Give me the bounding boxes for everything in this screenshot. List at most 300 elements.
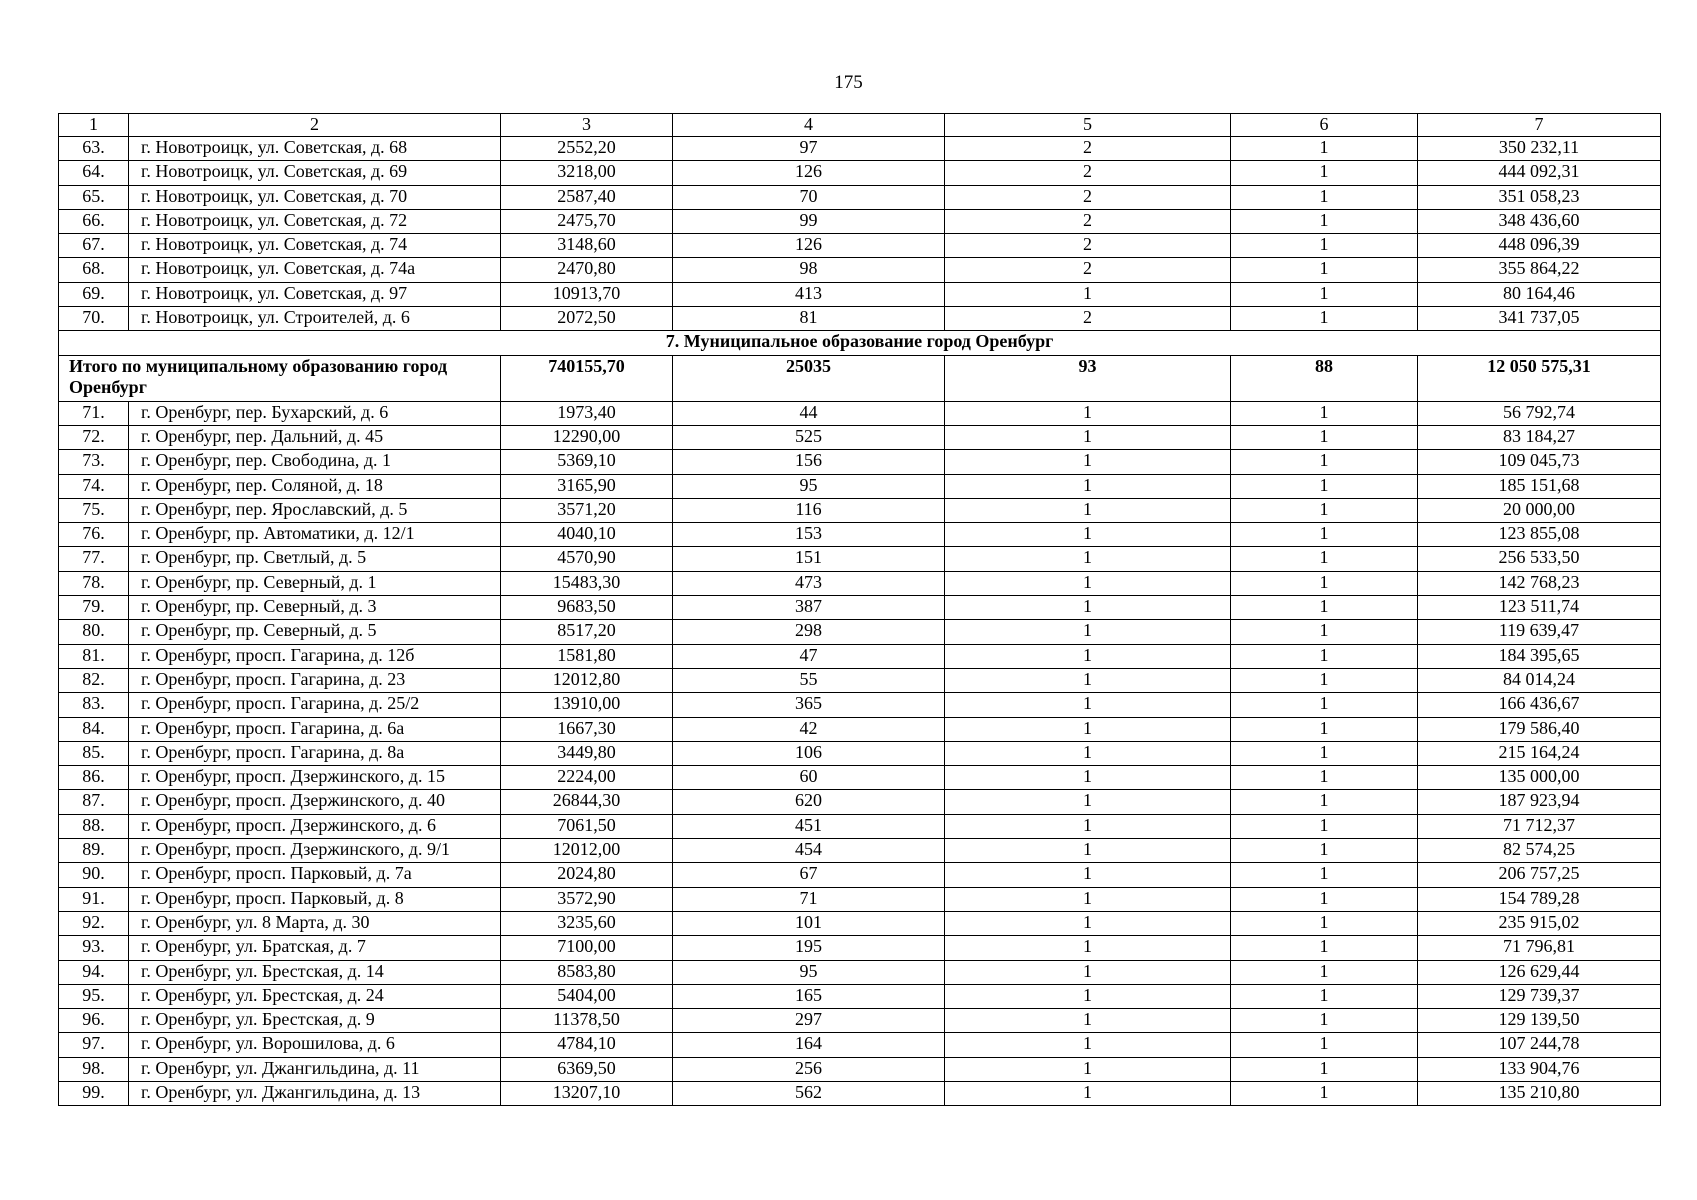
column-number-row: [59, 114, 1661, 137]
row-cost: 123 855,08: [1418, 523, 1661, 547]
row-cost: 133 904,76: [1418, 1057, 1661, 1081]
row-residents: 165: [673, 984, 945, 1008]
row-number: 67.: [59, 234, 129, 258]
row-residents: 55: [673, 668, 945, 692]
row-col-6: 1: [1231, 425, 1418, 449]
table-row: [59, 1057, 1661, 1081]
row-col-6: 1: [1231, 960, 1418, 984]
table-row: [59, 185, 1661, 209]
row-number: 71.: [59, 401, 129, 425]
row-residents: 156: [673, 450, 945, 474]
row-number: 63.: [59, 137, 129, 161]
row-col-6: 1: [1231, 984, 1418, 1008]
row-col-6: 1: [1231, 1009, 1418, 1033]
row-area: 9683,50: [501, 596, 673, 620]
row-area: 6369,50: [501, 1057, 673, 1081]
row-col-5: 1: [945, 1057, 1231, 1081]
row-number: 79.: [59, 596, 129, 620]
row-col-5: 2: [945, 209, 1231, 233]
row-residents: 106: [673, 741, 945, 765]
row-residents: 473: [673, 571, 945, 595]
row-address: г. Оренбург, просп. Гагарина, д. 25/2: [129, 693, 501, 717]
row-residents: 47: [673, 644, 945, 668]
row-col-5: 1: [945, 425, 1231, 449]
row-col-5: 1: [945, 571, 1231, 595]
row-col-6: 1: [1231, 814, 1418, 838]
row-area: 2072,50: [501, 307, 673, 331]
row-col-5: 1: [945, 596, 1231, 620]
row-number: 88.: [59, 814, 129, 838]
row-residents: 298: [673, 620, 945, 644]
table-row: [59, 571, 1661, 595]
row-cost: 256 533,50: [1418, 547, 1661, 571]
row-col-6: 1: [1231, 717, 1418, 741]
row-area: 4040,10: [501, 523, 673, 547]
row-address: г. Оренбург, ул. Брестская, д. 24: [129, 984, 501, 1008]
row-address: г. Оренбург, пер. Ярославский, д. 5: [129, 498, 501, 522]
row-area: 2552,20: [501, 137, 673, 161]
column-number: 2: [129, 114, 501, 137]
row-col-5: 2: [945, 185, 1231, 209]
table-row: [59, 887, 1661, 911]
row-number: 86.: [59, 766, 129, 790]
table-row: [59, 596, 1661, 620]
row-residents: 256: [673, 1057, 945, 1081]
row-col-6: 1: [1231, 209, 1418, 233]
row-address: г. Оренбург, ул. Джангильдина, д. 11: [129, 1057, 501, 1081]
row-cost: 351 058,23: [1418, 185, 1661, 209]
row-residents: 81: [673, 307, 945, 331]
row-residents: 126: [673, 161, 945, 185]
row-number: 82.: [59, 668, 129, 692]
column-number: 6: [1231, 114, 1418, 137]
table-row: [59, 1033, 1661, 1057]
row-residents: 195: [673, 936, 945, 960]
row-area: 13910,00: [501, 693, 673, 717]
row-col-5: 2: [945, 258, 1231, 282]
row-residents: 562: [673, 1081, 945, 1105]
row-residents: 70: [673, 185, 945, 209]
table-row: [59, 450, 1661, 474]
row-col-6: 1: [1231, 450, 1418, 474]
row-col-5: 1: [945, 863, 1231, 887]
row-cost: 215 164,24: [1418, 741, 1661, 765]
table-row: [59, 863, 1661, 887]
row-col-5: 2: [945, 234, 1231, 258]
row-col-6: 1: [1231, 839, 1418, 863]
row-number: 77.: [59, 547, 129, 571]
row-cost: 109 045,73: [1418, 450, 1661, 474]
row-address: г. Новотроицк, ул. Советская, д. 69: [129, 161, 501, 185]
row-col-5: 1: [945, 547, 1231, 571]
row-area: 26844,30: [501, 790, 673, 814]
row-col-5: 2: [945, 161, 1231, 185]
row-area: 5369,10: [501, 450, 673, 474]
row-area: 15483,30: [501, 571, 673, 595]
row-col-5: 1: [945, 814, 1231, 838]
table-row: [59, 1081, 1661, 1105]
row-address: г. Оренбург, ул. Братская, д. 7: [129, 936, 501, 960]
row-residents: 44: [673, 401, 945, 425]
row-address: г. Оренбург, пр. Автоматики, д. 12/1: [129, 523, 501, 547]
row-area: 1973,40: [501, 401, 673, 425]
row-number: 74.: [59, 474, 129, 498]
row-address: г. Новотроицк, ул. Строителей, д. 6: [129, 307, 501, 331]
row-col-6: 1: [1231, 668, 1418, 692]
row-number: 81.: [59, 644, 129, 668]
column-number: 5: [945, 114, 1231, 137]
row-address: г. Новотроицк, ул. Советская, д. 70: [129, 185, 501, 209]
row-number: 65.: [59, 185, 129, 209]
row-area: 11378,50: [501, 1009, 673, 1033]
row-address: г. Новотроицк, ул. Советская, д. 72: [129, 209, 501, 233]
row-col-5: 1: [945, 790, 1231, 814]
housing-register-table: [58, 113, 1661, 1106]
row-col-6: 1: [1231, 790, 1418, 814]
table-row: [59, 547, 1661, 571]
row-col-5: 1: [945, 474, 1231, 498]
row-number: 92.: [59, 911, 129, 935]
row-cost: 123 511,74: [1418, 596, 1661, 620]
row-cost: 341 737,05: [1418, 307, 1661, 331]
row-col-6: 1: [1231, 887, 1418, 911]
row-col-5: 1: [945, 523, 1231, 547]
table-row: [59, 644, 1661, 668]
row-cost: 71 712,37: [1418, 814, 1661, 838]
row-address: г. Оренбург, просп. Дзержинского, д. 40: [129, 790, 501, 814]
table-row: [59, 401, 1661, 425]
table-row: [59, 258, 1661, 282]
table-row: [59, 717, 1661, 741]
row-cost: 166 436,67: [1418, 693, 1661, 717]
row-residents: 42: [673, 717, 945, 741]
row-col-5: 1: [945, 911, 1231, 935]
row-number: 99.: [59, 1081, 129, 1105]
row-col-5: 1: [945, 960, 1231, 984]
row-col-5: 1: [945, 1033, 1231, 1057]
row-number: 94.: [59, 960, 129, 984]
row-area: 2024,80: [501, 863, 673, 887]
row-col-5: 1: [945, 620, 1231, 644]
row-number: 64.: [59, 161, 129, 185]
row-cost: 235 915,02: [1418, 911, 1661, 935]
row-cost: 355 864,22: [1418, 258, 1661, 282]
row-number: 97.: [59, 1033, 129, 1057]
row-area: 12012,00: [501, 839, 673, 863]
row-col-5: 2: [945, 137, 1231, 161]
table-body-part-1: [59, 114, 1661, 331]
row-number: 78.: [59, 571, 129, 595]
row-col-5: 1: [945, 1009, 1231, 1033]
row-number: 91.: [59, 887, 129, 911]
row-col-6: 1: [1231, 401, 1418, 425]
row-area: 3165,90: [501, 474, 673, 498]
table-row: [59, 234, 1661, 258]
row-cost: 154 789,28: [1418, 887, 1661, 911]
row-cost: 444 092,31: [1418, 161, 1661, 185]
row-address: г. Оренбург, пер. Бухарский, д. 6: [129, 401, 501, 425]
row-col-6: 1: [1231, 571, 1418, 595]
row-cost: 119 639,47: [1418, 620, 1661, 644]
row-area: 3218,00: [501, 161, 673, 185]
row-cost: 184 395,65: [1418, 644, 1661, 668]
row-number: 83.: [59, 693, 129, 717]
row-address: г. Оренбург, пер. Свободина, д. 1: [129, 450, 501, 474]
section-block: [59, 331, 1661, 401]
row-residents: 454: [673, 839, 945, 863]
row-number: 73.: [59, 450, 129, 474]
row-cost: 129 139,50: [1418, 1009, 1661, 1033]
table-row: [59, 620, 1661, 644]
row-area: 12290,00: [501, 425, 673, 449]
row-col-5: 1: [945, 282, 1231, 306]
row-address: г. Оренбург, просп. Гагарина, д. 23: [129, 668, 501, 692]
table-row: [59, 425, 1661, 449]
row-address: г. Оренбург, просп. Парковый, д. 7а: [129, 863, 501, 887]
table-row: [59, 960, 1661, 984]
row-col-6: 1: [1231, 234, 1418, 258]
total-cost: 12 050 575,31: [1418, 355, 1661, 401]
row-col-5: 1: [945, 401, 1231, 425]
row-residents: 97: [673, 137, 945, 161]
row-address: г. Новотроицк, ул. Советская, д. 74: [129, 234, 501, 258]
row-cost: 448 096,39: [1418, 234, 1661, 258]
row-col-6: 1: [1231, 161, 1418, 185]
table-row: [59, 668, 1661, 692]
row-col-6: 1: [1231, 766, 1418, 790]
row-col-6: 1: [1231, 693, 1418, 717]
table-row: [59, 161, 1661, 185]
row-residents: 151: [673, 547, 945, 571]
row-area: 2475,70: [501, 209, 673, 233]
row-col-5: 1: [945, 1081, 1231, 1105]
row-col-6: 1: [1231, 1057, 1418, 1081]
row-area: 1581,80: [501, 644, 673, 668]
row-residents: 297: [673, 1009, 945, 1033]
row-address: г. Оренбург, пер. Дальний, д. 45: [129, 425, 501, 449]
row-area: 2470,80: [501, 258, 673, 282]
row-address: г. Оренбург, пр. Северный, д. 3: [129, 596, 501, 620]
row-col-6: 1: [1231, 307, 1418, 331]
row-residents: 71: [673, 887, 945, 911]
row-area: 3571,20: [501, 498, 673, 522]
row-col-6: 1: [1231, 137, 1418, 161]
row-col-5: 1: [945, 766, 1231, 790]
row-col-6: 1: [1231, 620, 1418, 644]
row-col-5: 1: [945, 644, 1231, 668]
row-address: г. Оренбург, ул. Ворошилова, д. 6: [129, 1033, 501, 1057]
table-row: [59, 766, 1661, 790]
row-col-5: 1: [945, 839, 1231, 863]
table-body-part-2: [59, 401, 1661, 1106]
row-residents: 126: [673, 234, 945, 258]
row-cost: 20 000,00: [1418, 498, 1661, 522]
row-area: 13207,10: [501, 1081, 673, 1105]
section-heading-row: [59, 331, 1661, 355]
table-row: [59, 814, 1661, 838]
row-cost: 71 796,81: [1418, 936, 1661, 960]
row-number: 96.: [59, 1009, 129, 1033]
row-cost: 179 586,40: [1418, 717, 1661, 741]
row-col-5: 2: [945, 307, 1231, 331]
row-col-6: 1: [1231, 1081, 1418, 1105]
row-address: г. Оренбург, пр. Северный, д. 5: [129, 620, 501, 644]
row-col-6: 1: [1231, 258, 1418, 282]
row-area: 2224,00: [501, 766, 673, 790]
row-area: 8517,20: [501, 620, 673, 644]
row-residents: 451: [673, 814, 945, 838]
row-col-6: 1: [1231, 936, 1418, 960]
row-col-5: 1: [945, 450, 1231, 474]
row-residents: 99: [673, 209, 945, 233]
row-col-6: 1: [1231, 547, 1418, 571]
row-address: г. Оренбург, ул. 8 Марта, д. 30: [129, 911, 501, 935]
row-residents: 365: [673, 693, 945, 717]
row-number: 80.: [59, 620, 129, 644]
row-number: 72.: [59, 425, 129, 449]
row-residents: 153: [673, 523, 945, 547]
row-address: г. Оренбург, просп. Парковый, д. 8: [129, 887, 501, 911]
row-area: 5404,00: [501, 984, 673, 1008]
column-number: 1: [59, 114, 129, 137]
row-residents: 525: [673, 425, 945, 449]
row-col-5: 1: [945, 984, 1231, 1008]
row-col-6: 1: [1231, 596, 1418, 620]
row-cost: 80 164,46: [1418, 282, 1661, 306]
total-label: Итого по муниципальному образованию город Оренбург: [59, 355, 501, 401]
row-address: г. Оренбург, просп. Дзержинского, д. 9/1: [129, 839, 501, 863]
row-col-5: 1: [945, 693, 1231, 717]
row-residents: 387: [673, 596, 945, 620]
column-number: 7: [1418, 114, 1661, 137]
row-col-6: 1: [1231, 474, 1418, 498]
row-residents: 95: [673, 474, 945, 498]
row-col-5: 1: [945, 717, 1231, 741]
column-number: 4: [673, 114, 945, 137]
row-cost: 206 757,25: [1418, 863, 1661, 887]
row-residents: 101: [673, 911, 945, 935]
row-cost: 84 014,24: [1418, 668, 1661, 692]
row-area: 4784,10: [501, 1033, 673, 1057]
row-number: 68.: [59, 258, 129, 282]
table-row: [59, 936, 1661, 960]
table-row: [59, 1009, 1661, 1033]
row-col-5: 1: [945, 936, 1231, 960]
table-row: [59, 209, 1661, 233]
row-area: 10913,70: [501, 282, 673, 306]
row-col-6: 1: [1231, 498, 1418, 522]
row-residents: 98: [673, 258, 945, 282]
row-cost: 83 184,27: [1418, 425, 1661, 449]
row-address: г. Оренбург, пр. Светлый, д. 5: [129, 547, 501, 571]
row-address: г. Оренбург, ул. Брестская, д. 14: [129, 960, 501, 984]
row-address: г. Оренбург, просп. Гагарина, д. 8а: [129, 741, 501, 765]
row-col-6: 1: [1231, 1033, 1418, 1057]
row-area: 4570,90: [501, 547, 673, 571]
page-number: 175: [834, 72, 863, 93]
row-cost: 107 244,78: [1418, 1033, 1661, 1057]
total-col-5: 93: [945, 355, 1231, 401]
row-cost: 82 574,25: [1418, 839, 1661, 863]
total-col-6: 88: [1231, 355, 1418, 401]
row-area: 7100,00: [501, 936, 673, 960]
row-address: г. Оренбург, пер. Соляной, д. 18: [129, 474, 501, 498]
row-col-5: 1: [945, 741, 1231, 765]
row-cost: 350 232,11: [1418, 137, 1661, 161]
row-residents: 164: [673, 1033, 945, 1057]
row-col-6: 1: [1231, 523, 1418, 547]
row-col-6: 1: [1231, 185, 1418, 209]
column-number: 3: [501, 114, 673, 137]
row-area: 3449,80: [501, 741, 673, 765]
table-row: [59, 839, 1661, 863]
row-area: 8583,80: [501, 960, 673, 984]
table-row: [59, 498, 1661, 522]
row-residents: 60: [673, 766, 945, 790]
row-cost: 135 000,00: [1418, 766, 1661, 790]
table-row: [59, 474, 1661, 498]
row-residents: 67: [673, 863, 945, 887]
row-col-6: 1: [1231, 644, 1418, 668]
row-number: 69.: [59, 282, 129, 306]
total-row: [59, 355, 1661, 401]
row-area: 3235,60: [501, 911, 673, 935]
row-col-5: 1: [945, 887, 1231, 911]
row-number: 75.: [59, 498, 129, 522]
row-address: г. Оренбург, просп. Дзержинского, д. 6: [129, 814, 501, 838]
row-col-5: 1: [945, 498, 1231, 522]
row-col-6: 1: [1231, 282, 1418, 306]
row-cost: 187 923,94: [1418, 790, 1661, 814]
row-cost: 135 210,80: [1418, 1081, 1661, 1105]
row-cost: 126 629,44: [1418, 960, 1661, 984]
row-number: 76.: [59, 523, 129, 547]
row-col-6: 1: [1231, 741, 1418, 765]
table-row: [59, 523, 1661, 547]
table-row: [59, 741, 1661, 765]
row-col-6: 1: [1231, 863, 1418, 887]
row-number: 90.: [59, 863, 129, 887]
row-number: 98.: [59, 1057, 129, 1081]
row-address: г. Новотроицк, ул. Советская, д. 68: [129, 137, 501, 161]
total-area: 740155,70: [501, 355, 673, 401]
row-area: 3572,90: [501, 887, 673, 911]
row-number: 87.: [59, 790, 129, 814]
row-address: г. Оренбург, просп. Гагарина, д. 6а: [129, 717, 501, 741]
table-row: [59, 693, 1661, 717]
row-number: 84.: [59, 717, 129, 741]
row-area: 3148,60: [501, 234, 673, 258]
table-row: [59, 790, 1661, 814]
row-address: г. Оренбург, ул. Брестская, д. 9: [129, 1009, 501, 1033]
row-number: 85.: [59, 741, 129, 765]
table-row: [59, 984, 1661, 1008]
row-number: 89.: [59, 839, 129, 863]
row-address: г. Оренбург, просп. Гагарина, д. 12б: [129, 644, 501, 668]
row-cost: 129 739,37: [1418, 984, 1661, 1008]
row-col-5: 1: [945, 668, 1231, 692]
row-address: г. Новотроицк, ул. Советская, д. 74а: [129, 258, 501, 282]
row-number: 70.: [59, 307, 129, 331]
row-address: г. Оренбург, ул. Джангильдина, д. 13: [129, 1081, 501, 1105]
row-cost: 185 151,68: [1418, 474, 1661, 498]
row-cost: 56 792,74: [1418, 401, 1661, 425]
row-residents: 413: [673, 282, 945, 306]
section-title: 7. Муниципальное образование город Оренбург: [59, 331, 1661, 355]
row-cost: 348 436,60: [1418, 209, 1661, 233]
table-row: [59, 911, 1661, 935]
row-residents: 116: [673, 498, 945, 522]
